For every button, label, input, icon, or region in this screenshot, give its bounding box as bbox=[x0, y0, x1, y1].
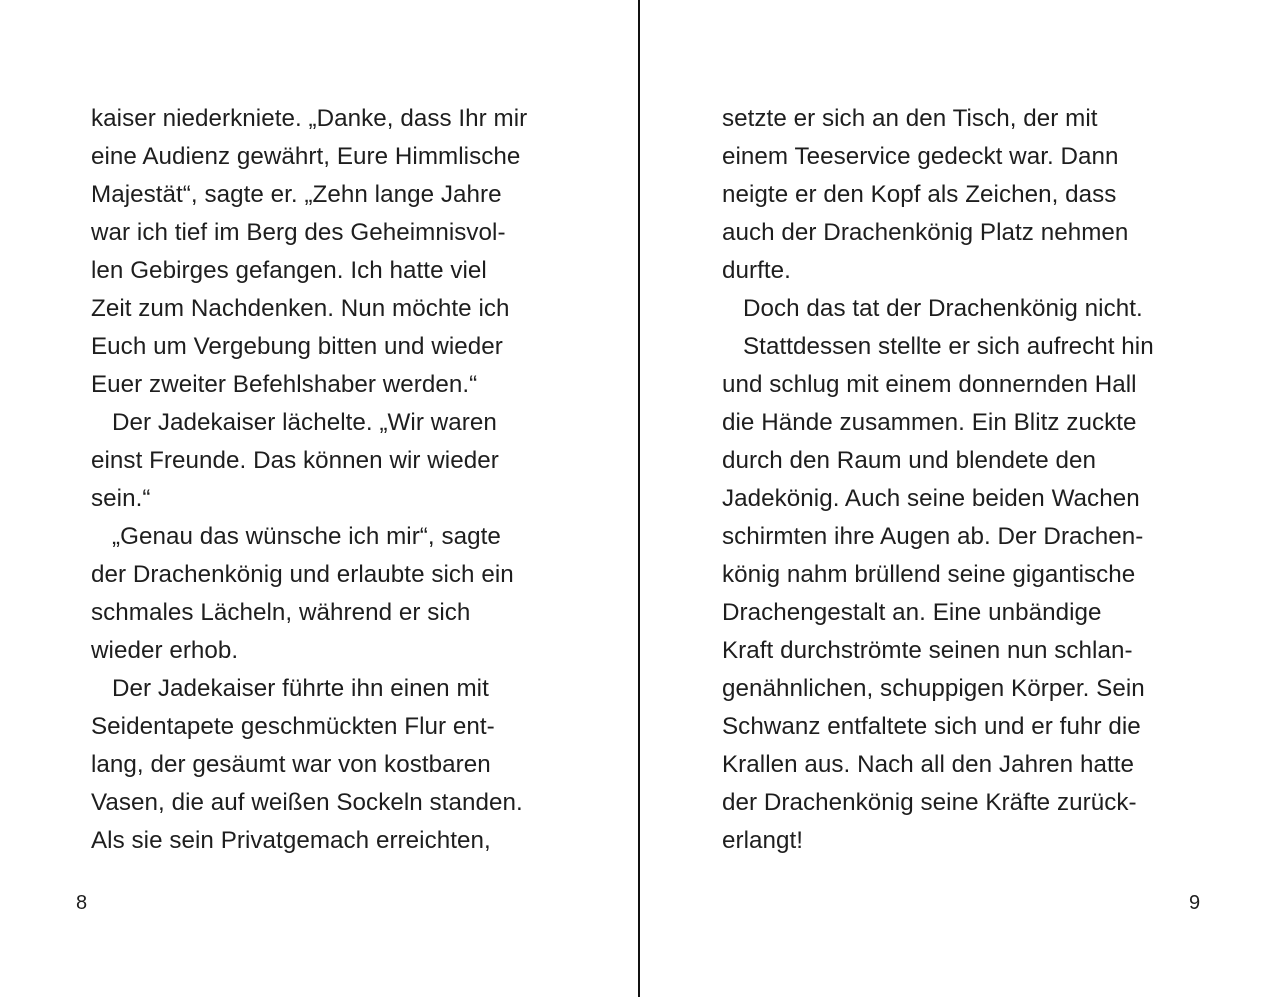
text-line: Jadekönig. Auch seine beiden Wachen bbox=[722, 485, 1140, 512]
text-line: der Drachenkönig seine Kräfte zurück- bbox=[722, 789, 1137, 816]
text-line: einem Teeservice gedeckt war. Dann bbox=[722, 143, 1119, 170]
text-line: Majestät“, sagte er. „Zehn lange Jahre bbox=[91, 181, 502, 208]
text-line: wieder erhob. bbox=[91, 637, 239, 664]
text-line: der Drachenkönig und erlaubte sich ein bbox=[91, 561, 514, 588]
text-line: Zeit zum Nachdenken. Nun möchte ich bbox=[91, 295, 510, 322]
left-page-text bbox=[91, 100, 571, 860]
text-line: durch den Raum und blendete den bbox=[722, 447, 1097, 474]
text-line: lang, der gesäumt war von kostbaren bbox=[91, 751, 491, 778]
text-line: auch der Drachenkönig Platz nehmen bbox=[722, 219, 1129, 246]
text-line: könig nahm brüllend seine gigantische bbox=[722, 561, 1136, 588]
text-line: war ich tief im Berg des Geheimnisvol- bbox=[91, 219, 506, 246]
text-line: Seidentapete geschmückten Flur ent- bbox=[91, 713, 495, 740]
text-line: Als sie sein Privatgemach erreichten, bbox=[91, 827, 491, 854]
text-line: eine Audienz gewährt, Eure Himmlische bbox=[91, 143, 521, 170]
text-line: neigte er den Kopf als Zeichen, dass bbox=[722, 181, 1117, 208]
text-line: durfte. bbox=[722, 257, 791, 284]
text-line: genähnlichen, schuppigen Körper. Sein bbox=[722, 675, 1145, 702]
text-line: Vasen, die auf weißen Sockeln standen. bbox=[91, 789, 523, 816]
right-page-text bbox=[722, 100, 1202, 860]
text-line: Euch um Vergebung bitten und wieder bbox=[91, 333, 503, 360]
page-number-left: 8 bbox=[76, 892, 88, 914]
right-page bbox=[640, 0, 1278, 997]
text-line: kaiser niederkniete. „Danke, dass Ihr mir bbox=[91, 105, 528, 132]
paragraph-start-line: Der Jadekaiser führte ihn einen mit bbox=[112, 675, 489, 702]
text-line: und schlug mit einem donnernden Hall bbox=[722, 371, 1137, 398]
paragraph-start-line: Der Jadekaiser lächelte. „Wir waren bbox=[112, 409, 497, 436]
paragraph-start-line: „Genau das wünsche ich mir“, sagte bbox=[112, 523, 501, 550]
paragraph-start-line: Stattdessen stellte er sich aufrecht hin bbox=[743, 333, 1154, 360]
text-line: sein.“ bbox=[91, 485, 151, 512]
text-line: schirmten ihre Augen ab. Der Drachen- bbox=[722, 523, 1144, 550]
text-line: schmales Lächeln, während er sich bbox=[91, 599, 471, 626]
page-number-right: 9 bbox=[1189, 892, 1201, 914]
text-line: setzte er sich an den Tisch, der mit bbox=[722, 105, 1098, 132]
text-line: Schwanz entfaltete sich und er fuhr die bbox=[722, 713, 1141, 740]
text-line: Krallen aus. Nach all den Jahren hatte bbox=[722, 751, 1135, 778]
paragraph-start-line: Doch das tat der Drachenkönig nicht. bbox=[743, 295, 1143, 322]
text-line: Drachengestalt an. Eine unbändige bbox=[722, 599, 1102, 626]
text-line: Kraft durchströmte seinen nun schlan- bbox=[722, 637, 1133, 664]
text-line: die Hände zusammen. Ein Blitz zuckte bbox=[722, 409, 1137, 436]
text-line: einst Freunde. Das können wir wieder bbox=[91, 447, 499, 474]
text-line: erlangt! bbox=[722, 827, 804, 854]
text-line: Euer zweiter Befehlshaber werden.“ bbox=[91, 371, 478, 398]
text-line: len Gebirges gefangen. Ich hatte viel bbox=[91, 257, 487, 284]
